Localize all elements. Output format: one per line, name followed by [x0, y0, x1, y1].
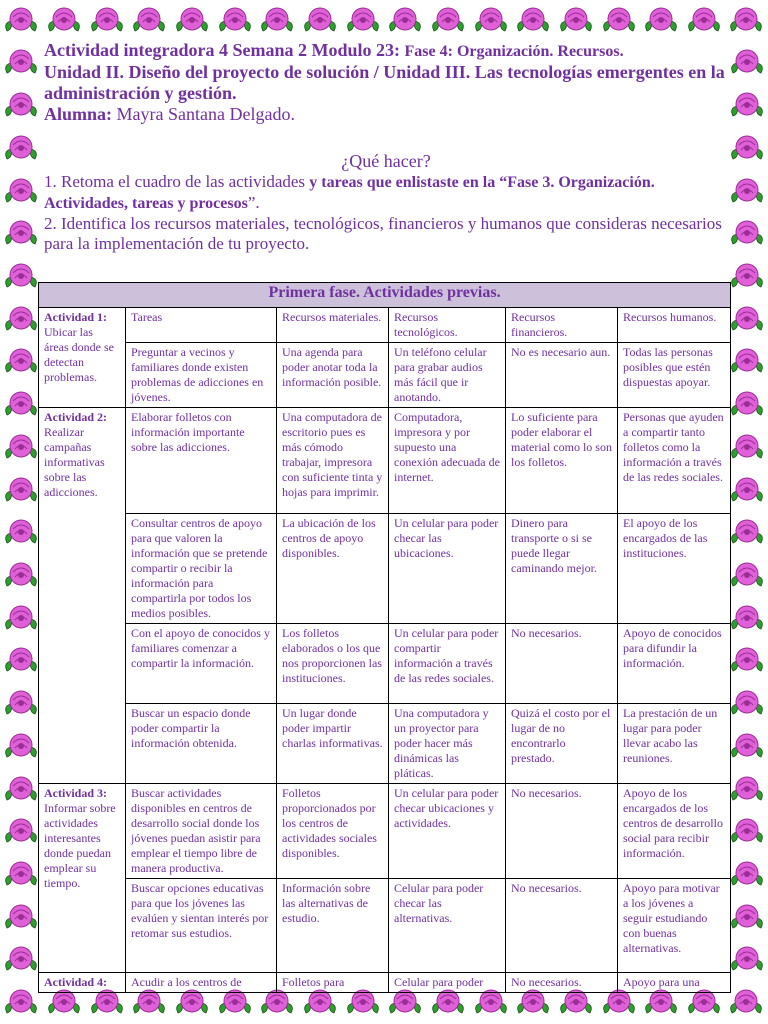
pink-rose-icon — [257, 1, 297, 41]
pink-rose-icon — [599, 1, 639, 41]
table-row — [39, 514, 731, 624]
table-cell: Los folletos elaborados o los que nos proporcionen las instituciones. — [277, 624, 389, 704]
table-cell: Buscar opciones educativas para que los jóvenes las evalúen y sientan interés por retomar sus estudios. — [126, 879, 277, 973]
pink-rose-icon — [727, 86, 767, 126]
right-rose-border — [726, 42, 768, 982]
pink-rose-icon — [684, 1, 724, 41]
pink-rose-icon — [641, 1, 681, 41]
pink-rose-icon — [1, 428, 41, 468]
unit-line: Unidad II. Diseño del proyecto de solución / Unidad III. Las tecnologías emergentes en la administración y gestión. — [44, 62, 725, 103]
table-cell: La ubicación de los centros de apoyo disponibles. — [277, 514, 389, 624]
table-cell: Consultar centros de apoyo para que valoren la información que se pretende compartir o recibir la información para compartirla por todos los medios posibles. — [126, 514, 277, 624]
table-body — [39, 308, 731, 993]
pink-rose-icon — [727, 257, 767, 297]
column-header: Recursos financieros. — [506, 308, 618, 343]
pink-rose-icon — [129, 1, 169, 41]
pink-rose-icon — [727, 812, 767, 852]
activity-label: Actividad 4: — [44, 975, 107, 989]
pink-rose-icon — [300, 1, 340, 41]
activity-cell — [39, 408, 126, 784]
pink-rose-icon — [428, 1, 468, 41]
pink-rose-icon — [471, 1, 511, 41]
pink-rose-icon — [727, 727, 767, 767]
top-rose-border — [0, 0, 768, 42]
student-name: Mayra Santana Delgado. — [116, 104, 295, 124]
table-row — [39, 784, 731, 879]
table-cell: Personas que ayuden a compartir tanto folletos como la información a través de las redes sociales. — [618, 408, 731, 514]
pink-rose-icon — [1, 471, 41, 511]
pink-rose-icon — [727, 385, 767, 425]
activity-description: Informar sobre actividades interesantes donde puedan emplear su tiempo. — [44, 801, 116, 890]
pink-rose-icon — [1, 898, 41, 938]
column-header: Recursos tecnológicos. — [389, 308, 506, 343]
activity-label: Actividad 1: — [44, 310, 107, 324]
table-cell: No necesarios. — [506, 973, 618, 993]
column-header: Recursos humanos. — [618, 308, 731, 343]
pink-rose-icon — [1, 641, 41, 681]
pink-rose-icon — [44, 1, 84, 41]
pink-rose-icon — [1, 599, 41, 639]
pink-rose-icon — [1, 727, 41, 767]
table-cell: Celular para poder — [389, 973, 506, 993]
pink-rose-icon — [727, 214, 767, 254]
table-cell: No necesarios. — [506, 784, 618, 879]
table-row — [39, 343, 731, 408]
pink-rose-icon — [727, 599, 767, 639]
pink-rose-icon — [727, 172, 767, 212]
activity-cell — [39, 973, 126, 993]
document-title — [44, 40, 728, 62]
pink-rose-icon — [513, 1, 553, 41]
table-row — [39, 408, 731, 514]
table-cell: Buscar un espacio donde poder compartir la información obtenida. — [126, 704, 277, 784]
table-cell: Lo suficiente para poder elaborar el material como lo son los folletos. — [506, 408, 618, 514]
table-cell: Dinero para transporte o si se puede llegar caminando mejor. — [506, 514, 618, 624]
activity-description: Realizar campañas informativas sobre las adicciones. — [44, 425, 105, 499]
table-cell: Acudir a los centros de — [126, 973, 277, 993]
table-cell: Folletos proporcionados por los centros de actividades sociales disponibles. — [277, 784, 389, 879]
pink-rose-icon — [727, 342, 767, 382]
instructions-heading: ¿Qué hacer? — [341, 151, 431, 171]
title-main: Actividad integradora 4 Semana 2 Modulo 23: — [44, 40, 401, 60]
activity-label: Actividad 3: — [44, 786, 107, 800]
pink-rose-icon — [1, 1, 41, 41]
table-cell: Una computadora de escritorio pues es más cómodo trabajar, impresora con suficiente tinta y hojas para imprimir. — [277, 408, 389, 514]
column-header: Tareas — [126, 308, 277, 343]
pink-rose-icon — [727, 898, 767, 938]
instruction-1-suffix: ”. — [247, 193, 260, 212]
pink-rose-icon — [727, 556, 767, 596]
pink-rose-icon — [172, 1, 212, 41]
pink-rose-icon — [1, 812, 41, 852]
table-cell: Apoyo de los encargados de los centros de desarrollo social para recibir información. — [618, 784, 731, 879]
pink-rose-icon — [1, 770, 41, 810]
pink-rose-icon — [727, 940, 767, 980]
pink-rose-icon — [1, 513, 41, 553]
table-cell: Con el apoyo de conocidos y familiares comenzar a compartir la información. — [126, 624, 277, 704]
table-cell: Celular para poder checar las alternativas. — [389, 879, 506, 973]
activity-cell — [39, 784, 126, 973]
activities-table — [38, 282, 731, 993]
table-row — [39, 624, 731, 704]
pink-rose-icon — [1, 172, 41, 212]
table-cell: No es necesario aun. — [506, 343, 618, 408]
table-cell: No necesarios. — [506, 879, 618, 973]
table-row — [39, 973, 731, 993]
student-line — [44, 104, 728, 125]
pink-rose-icon — [1, 684, 41, 724]
activity-description: Ubicar las áreas donde se detectan problemas. — [44, 325, 114, 384]
table-cell: Buscar actividades disponibles en centros de desarrollo social donde los jóvenes puedan asistir para emplear el tiempo libre de manera productiva. — [126, 784, 277, 879]
pink-rose-icon — [1, 385, 41, 425]
pink-rose-icon — [1, 43, 41, 83]
pink-rose-icon — [1, 556, 41, 596]
pink-rose-icon — [1, 129, 41, 169]
pink-rose-icon — [727, 684, 767, 724]
pink-rose-icon — [1, 214, 41, 254]
column-header: Recursos materiales. — [277, 308, 389, 343]
activity-cell — [39, 308, 126, 408]
table-cell: Una agenda para poder anotar toda la información posible. — [277, 343, 389, 408]
table-cell: Apoyo para motivar a los jóvenes a seguir estudiando con buenas alternativas. — [618, 879, 731, 973]
table-cell: Folletos para — [277, 973, 389, 993]
table-header-row — [39, 308, 731, 343]
pink-rose-icon — [726, 1, 766, 41]
pink-rose-icon — [727, 300, 767, 340]
instruction-1-prefix: 1. Retoma el cuadro de las actividades — [44, 172, 310, 191]
phase-title: Primera fase. Actividades previas. — [39, 283, 731, 308]
activity-label: Actividad 2: — [44, 410, 107, 424]
pink-rose-icon — [726, 983, 766, 1023]
table-row — [39, 704, 731, 784]
table-cell: Un teléfono celular para grabar audios más fácil que ir anotando. — [389, 343, 506, 408]
table-cell: Un lugar donde poder impartir charlas informativas. — [277, 704, 389, 784]
left-rose-border — [0, 42, 42, 982]
instruction-1-bold: y tareas que enlistaste en la “Fase 3. Organización. Actividades, tareas y procesos — [44, 174, 655, 212]
student-label: Alumna: — [44, 104, 113, 124]
pink-rose-icon — [727, 513, 767, 553]
table-cell: El apoyo de los encargados de las instituciones. — [618, 514, 731, 624]
table-cell: Un celular para poder checar las ubicaciones. — [389, 514, 506, 624]
document-header — [44, 40, 728, 254]
title-sub: Fase 4: Organización. Recursos. — [404, 43, 624, 60]
table-cell: Preguntar a vecinos y familiares donde existen problemas de adicciones en jóvenes. — [126, 343, 277, 408]
pink-rose-icon — [1, 983, 41, 1023]
pink-rose-icon — [1, 257, 41, 297]
pink-rose-icon — [727, 770, 767, 810]
table-cell: Un celular para poder checar ubicaciones y actividades. — [389, 784, 506, 879]
table-cell: Todas las personas posibles que estén dispuestas apoyar. — [618, 343, 731, 408]
pink-rose-icon — [727, 129, 767, 169]
pink-rose-icon — [1, 86, 41, 126]
pink-rose-icon — [87, 1, 127, 41]
pink-rose-icon — [385, 1, 425, 41]
pink-rose-icon — [727, 641, 767, 681]
table-cell: Una computadora y un proyector para poder hacer más dinámicas las pláticas. — [389, 704, 506, 784]
pink-rose-icon — [1, 940, 41, 980]
pink-rose-icon — [1, 342, 41, 382]
table-row — [39, 879, 731, 973]
table-cell: Un celular para poder compartir información a través de las redes sociales. — [389, 624, 506, 704]
table-cell: Información sobre las alternativas de estudio. — [277, 879, 389, 973]
instruction-item-1 — [44, 172, 728, 214]
pink-rose-icon — [215, 1, 255, 41]
table-cell: Apoyo para una — [618, 973, 731, 993]
table-cell: Quizá el costo por el lugar de no encontrarlo prestado. — [506, 704, 618, 784]
instruction-item-2: 2. Identifica los recursos materiales, tecnológicos, financieros y humanos que consideras necesarios para la implementación de tu proyecto. — [44, 214, 722, 253]
pink-rose-icon — [343, 1, 383, 41]
pink-rose-icon — [1, 300, 41, 340]
table-cell: No necesarios. — [506, 624, 618, 704]
table-cell: Apoyo de conocidos para difundir la información. — [618, 624, 731, 704]
pink-rose-icon — [1, 855, 41, 895]
pink-rose-icon — [727, 471, 767, 511]
table-cell: Elaborar folletos con información importante sobre las adicciones. — [126, 408, 277, 514]
pink-rose-icon — [556, 1, 596, 41]
pink-rose-icon — [727, 43, 767, 83]
pink-rose-icon — [727, 855, 767, 895]
table-cell: La prestación de un lugar para poder llevar acabo las reuniones. — [618, 704, 731, 784]
table-cell: Computadora, impresora y por supuesto una conexión adecuada de internet. — [389, 408, 506, 514]
pink-rose-icon — [727, 428, 767, 468]
